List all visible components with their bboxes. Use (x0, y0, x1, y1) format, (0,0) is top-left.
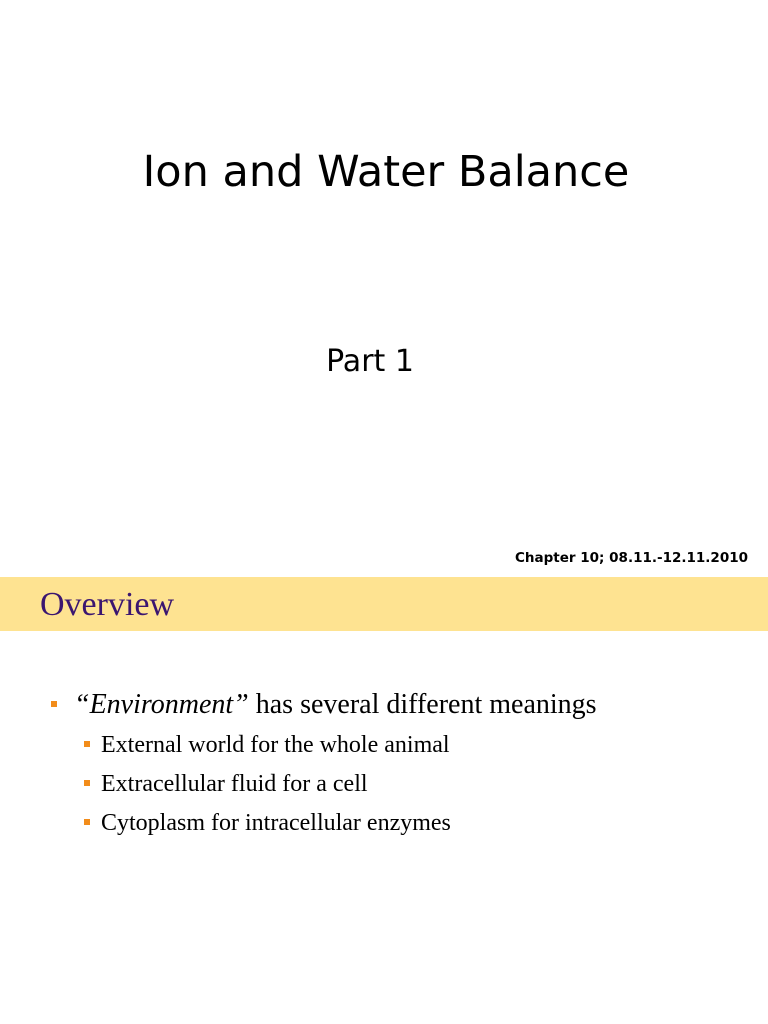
bullet-emphasis: “Environment” (74, 689, 249, 720)
square-bullet-icon (51, 701, 57, 707)
sub-bullet-text: Extracellular fluid for a cell (101, 771, 368, 797)
bullet-text (74, 688, 597, 722)
sub-bullet-text: Cytoplasm for intracellular enzymes (101, 810, 451, 836)
bullet-rest: has several different meanings (248, 689, 597, 720)
square-bullet-icon (84, 780, 90, 786)
square-bullet-icon (84, 741, 90, 747)
square-bullet-icon (84, 819, 90, 825)
sub-bullet-text: External world for the whole animal (101, 732, 450, 758)
section-heading: Overview (40, 586, 175, 623)
chapter-date-note: Chapter 10; 08.11.-12.11.2010 (515, 550, 748, 566)
slide-subtitle: Part 1 (326, 344, 414, 379)
slide-title: Ion and Water Balance (142, 147, 630, 197)
